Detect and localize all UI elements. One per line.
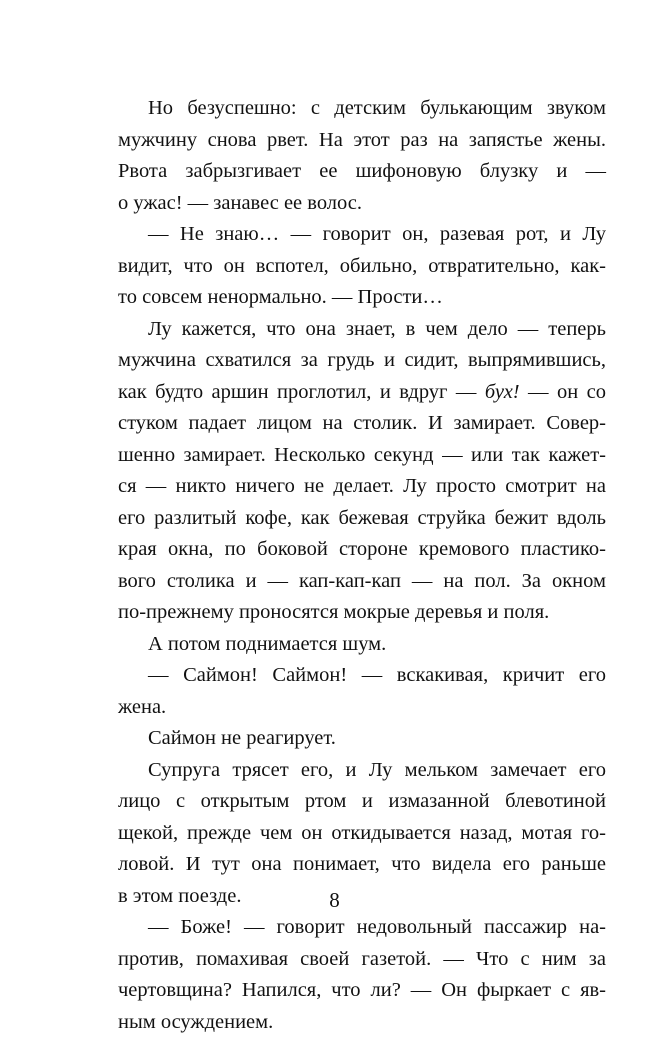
text-line: Но безуспешно: с детским булькающим звуком: [118, 93, 606, 125]
page-number: 8: [0, 888, 669, 913]
text-line: шенно замирает. Несколько секунд — или так кажет-: [118, 440, 606, 472]
text-line: Лу кажется, что она знает, в чем дело — теперь: [118, 314, 606, 346]
text-line: чертовщина? Напился, что ли? — Он фыркает с яв-: [118, 975, 606, 1007]
text-line: — Саймон! Саймон! — вскакивая, кричит его: [118, 660, 606, 692]
text-line: Саймон не реагирует.: [118, 723, 606, 755]
text-line: его разлитый кофе, как бежевая струйка бежит вдоль: [118, 503, 606, 535]
text-fragment: как будто аршин проглотил, и вдруг —: [118, 381, 485, 403]
text-line: против, помахивая своей газетой. — Что с ним за: [118, 944, 606, 976]
text-line: о ужас! — занавес ее волос.: [118, 188, 606, 220]
text-line: щекой, прежде чем он откидывается назад, мотая го-: [118, 818, 606, 850]
text-line: ным осуждением.: [118, 1007, 606, 1038]
text-line: то совсем ненормально. — Прости…: [118, 282, 606, 314]
text-line: Супруга трясет его, и Лу мельком замечает его: [118, 755, 606, 787]
italic-fragment: бух!: [485, 381, 520, 403]
text-line: [118, 377, 606, 409]
text-line: ся — никто ничего не делает. Лу просто смотрит на: [118, 471, 606, 503]
text-line: Рвота забрызгивает ее шифоновую блузку и —: [118, 156, 606, 188]
text-line: в этом поезде.: [118, 881, 606, 913]
text-line: лицо с открытым ртом и измазанной блевотиной: [118, 786, 606, 818]
text-line: ловой. И тут она понимает, что видела его раньше: [118, 849, 606, 881]
text-line: стуком падает лицом на столик. И замирает. Совер-: [118, 408, 606, 440]
text-line: вого столика и — кап-кап-кап — на пол. За окном: [118, 566, 606, 598]
text-line: видит, что он вспотел, обильно, отвратительно, как-: [118, 251, 606, 283]
text-fragment: — он со: [520, 381, 606, 403]
text-line: — Не знаю… — говорит он, разевая рот, и Лу: [118, 219, 606, 251]
text-line: жена.: [118, 692, 606, 724]
text-line: — Боже! — говорит недовольный пассажир на-: [118, 912, 606, 944]
text-line: А потом поднимается шум.: [118, 629, 606, 661]
text-line: края окна, по боковой стороне кремового пластико-: [118, 534, 606, 566]
text-line: по-прежнему проносятся мокрые деревья и поля.: [118, 597, 606, 629]
text-line: мужчину снова рвет. На этот раз на запястье жены.: [118, 125, 606, 157]
text-line: мужчина схватился за грудь и сидит, выпрямившись,: [118, 345, 606, 377]
